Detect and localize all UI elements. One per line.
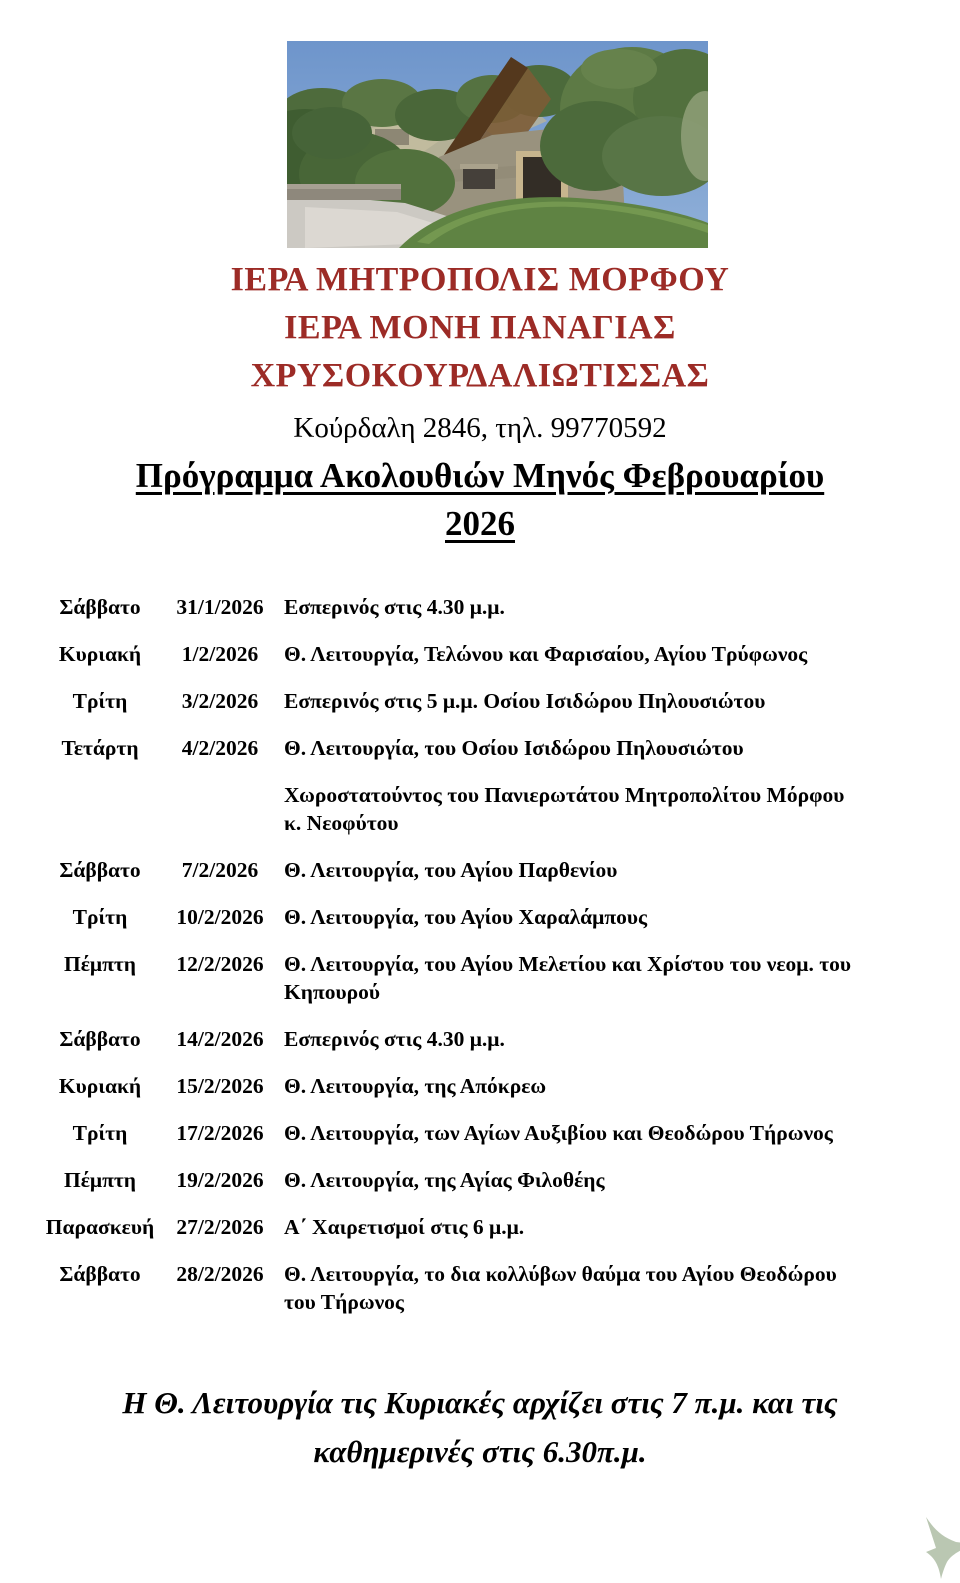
schedule-row: [38, 640, 938, 668]
schedule-description: Α΄ Χαιρετισμοί στις 6 μ.μ.: [284, 1215, 525, 1239]
schedule-day: Τρίτη: [72, 905, 128, 929]
schedule-day: Σάββατο: [59, 595, 141, 619]
schedule-description: Θ. Λειτουργία, της Απόκρεω: [284, 1074, 547, 1098]
schedule-row: [38, 903, 938, 931]
schedule-description: Θ. Λειτουργία, του Αγίου Μελετίου και Χρίστου του νεομ. του Κηπουρού: [284, 950, 938, 1006]
schedule-day: Τετάρτη: [61, 736, 139, 760]
schedule-description-line2: του Τήρωνος: [284, 1290, 405, 1314]
schedule-description: Εσπερινός στις 4.30 μ.μ.: [284, 595, 505, 619]
schedule-row: [38, 950, 938, 1006]
schedule-day: Κυριακή: [58, 642, 142, 666]
schedule-row: [38, 1025, 938, 1053]
program-title-line1: Πρόγραμμα Ακολουθιών Μηνός Φεβρουαρίου: [135, 456, 825, 495]
program-title-line2: 2026: [445, 504, 515, 543]
schedule-date: 7/2/2026: [181, 858, 259, 882]
schedule-date: 10/2/2026: [176, 905, 264, 929]
schedule-row: [38, 781, 938, 837]
schedule-row: [38, 1072, 938, 1100]
schedule-row: [38, 1166, 938, 1194]
schedule-description: Εσπερινός στις 4.30 μ.μ.: [284, 1027, 505, 1051]
schedule-date: 17/2/2026: [176, 1121, 264, 1145]
schedule-description: Θ. Λειτουργία, των Αγίων Αυξιβίου και Θεοδώρου Τήρωνος: [284, 1121, 833, 1145]
corner-leaf-icon: [916, 1515, 960, 1581]
schedule-day: Κυριακή: [58, 1074, 142, 1098]
schedule-date: 12/2/2026: [176, 952, 264, 976]
church-title: [0, 256, 960, 400]
schedule-description: Θ. Λειτουργία, Τελώνου και Φαρισαίου, Αγίου Τρύφωνος: [284, 642, 808, 666]
schedule-date: 28/2/2026: [176, 1262, 264, 1286]
schedule-description: Χωροστατούντος του Πανιερωτάτου Μητροπολίτου Μόρφου κ. Νεοφύτου: [284, 781, 938, 837]
schedule-row: [38, 1260, 938, 1316]
schedule-date: 1/2/2026: [181, 642, 259, 666]
program-title: [0, 452, 960, 548]
schedule-date: 27/2/2026: [176, 1215, 264, 1239]
address-phone: Κούρδαλη 2846, τηλ. 99770592: [293, 412, 667, 444]
schedule-date: 14/2/2026: [176, 1027, 264, 1051]
schedule-day: Σάββατο: [59, 1027, 141, 1051]
schedule-row: [38, 593, 938, 621]
footer-note-line2: καθημερινές στις 6.30π.μ.: [313, 1434, 647, 1469]
schedule-description: Θ. Λειτουργία, του Αγίου Χαραλάμπους: [284, 905, 648, 929]
schedule-date: 3/2/2026: [181, 689, 259, 713]
schedule-day: Πέμπτη: [64, 1168, 136, 1192]
schedule-row: [38, 687, 938, 715]
schedule-date: 15/2/2026: [176, 1074, 264, 1098]
schedule-description: Θ. Λειτουργία, το δια κολλύβων θαύμα του Αγίου Θεοδώρου του Τήρωνος: [284, 1260, 938, 1316]
church-title-line3: ΧΡΥΣΟΚΟΥΡΔΑΛΙΩΤΙΣΣΑΣ: [250, 357, 710, 394]
footer-note: [0, 1378, 960, 1476]
schedule-date: 31/1/2026: [176, 595, 264, 619]
schedule-description: Θ. Λειτουργία, του Αγίου Παρθενίου: [284, 858, 618, 882]
schedule-row: [38, 1213, 938, 1241]
schedule-description: Θ. Λειτουργία, του Οσίου Ισιδώρου Πηλουσιώτου: [284, 736, 744, 760]
schedule-day: Τρίτη: [72, 689, 128, 713]
schedule-day: Τρίτη: [72, 1121, 128, 1145]
schedule-description: Εσπερινός στις 5 μ.μ. Οσίου Ισιδώρου Πηλουσιώτου: [284, 689, 766, 713]
church-title-line1: ΙΕΡΑ ΜΗΤΡΟΠΟΛΙΣ ΜΟΡΦΟΥ: [230, 261, 730, 298]
monastery-photo: [287, 41, 708, 248]
schedule-description: Θ. Λειτουργία, της Αγίας Φιλοθέης: [284, 1168, 605, 1192]
schedule-date: 19/2/2026: [176, 1168, 264, 1192]
schedule-day: Σάββατο: [59, 858, 141, 882]
schedule-day: Παρασκευή: [45, 1215, 155, 1239]
schedule-description-line2: Κηπουρού: [284, 980, 381, 1004]
schedule-row: [38, 734, 938, 762]
schedule-day: Σάββατο: [59, 1262, 141, 1286]
schedule: [38, 593, 938, 1335]
monastery-photo-graphic: [287, 41, 708, 248]
schedule-row: [38, 856, 938, 884]
schedule-row: [38, 1119, 938, 1147]
church-title-line2: ΙΕΡΑ ΜΟΝΗ ΠΑΝΑΓΙΑΣ: [284, 309, 676, 346]
footer-note-line1: Η Θ. Λειτουργία τις Κυριακές αρχίζει στις 7 π.μ. και τις: [122, 1385, 838, 1420]
schedule-date: 4/2/2026: [181, 736, 259, 760]
schedule-day: Πέμπτη: [64, 952, 136, 976]
schedule-description-line2: κ. Νεοφύτου: [284, 811, 399, 835]
